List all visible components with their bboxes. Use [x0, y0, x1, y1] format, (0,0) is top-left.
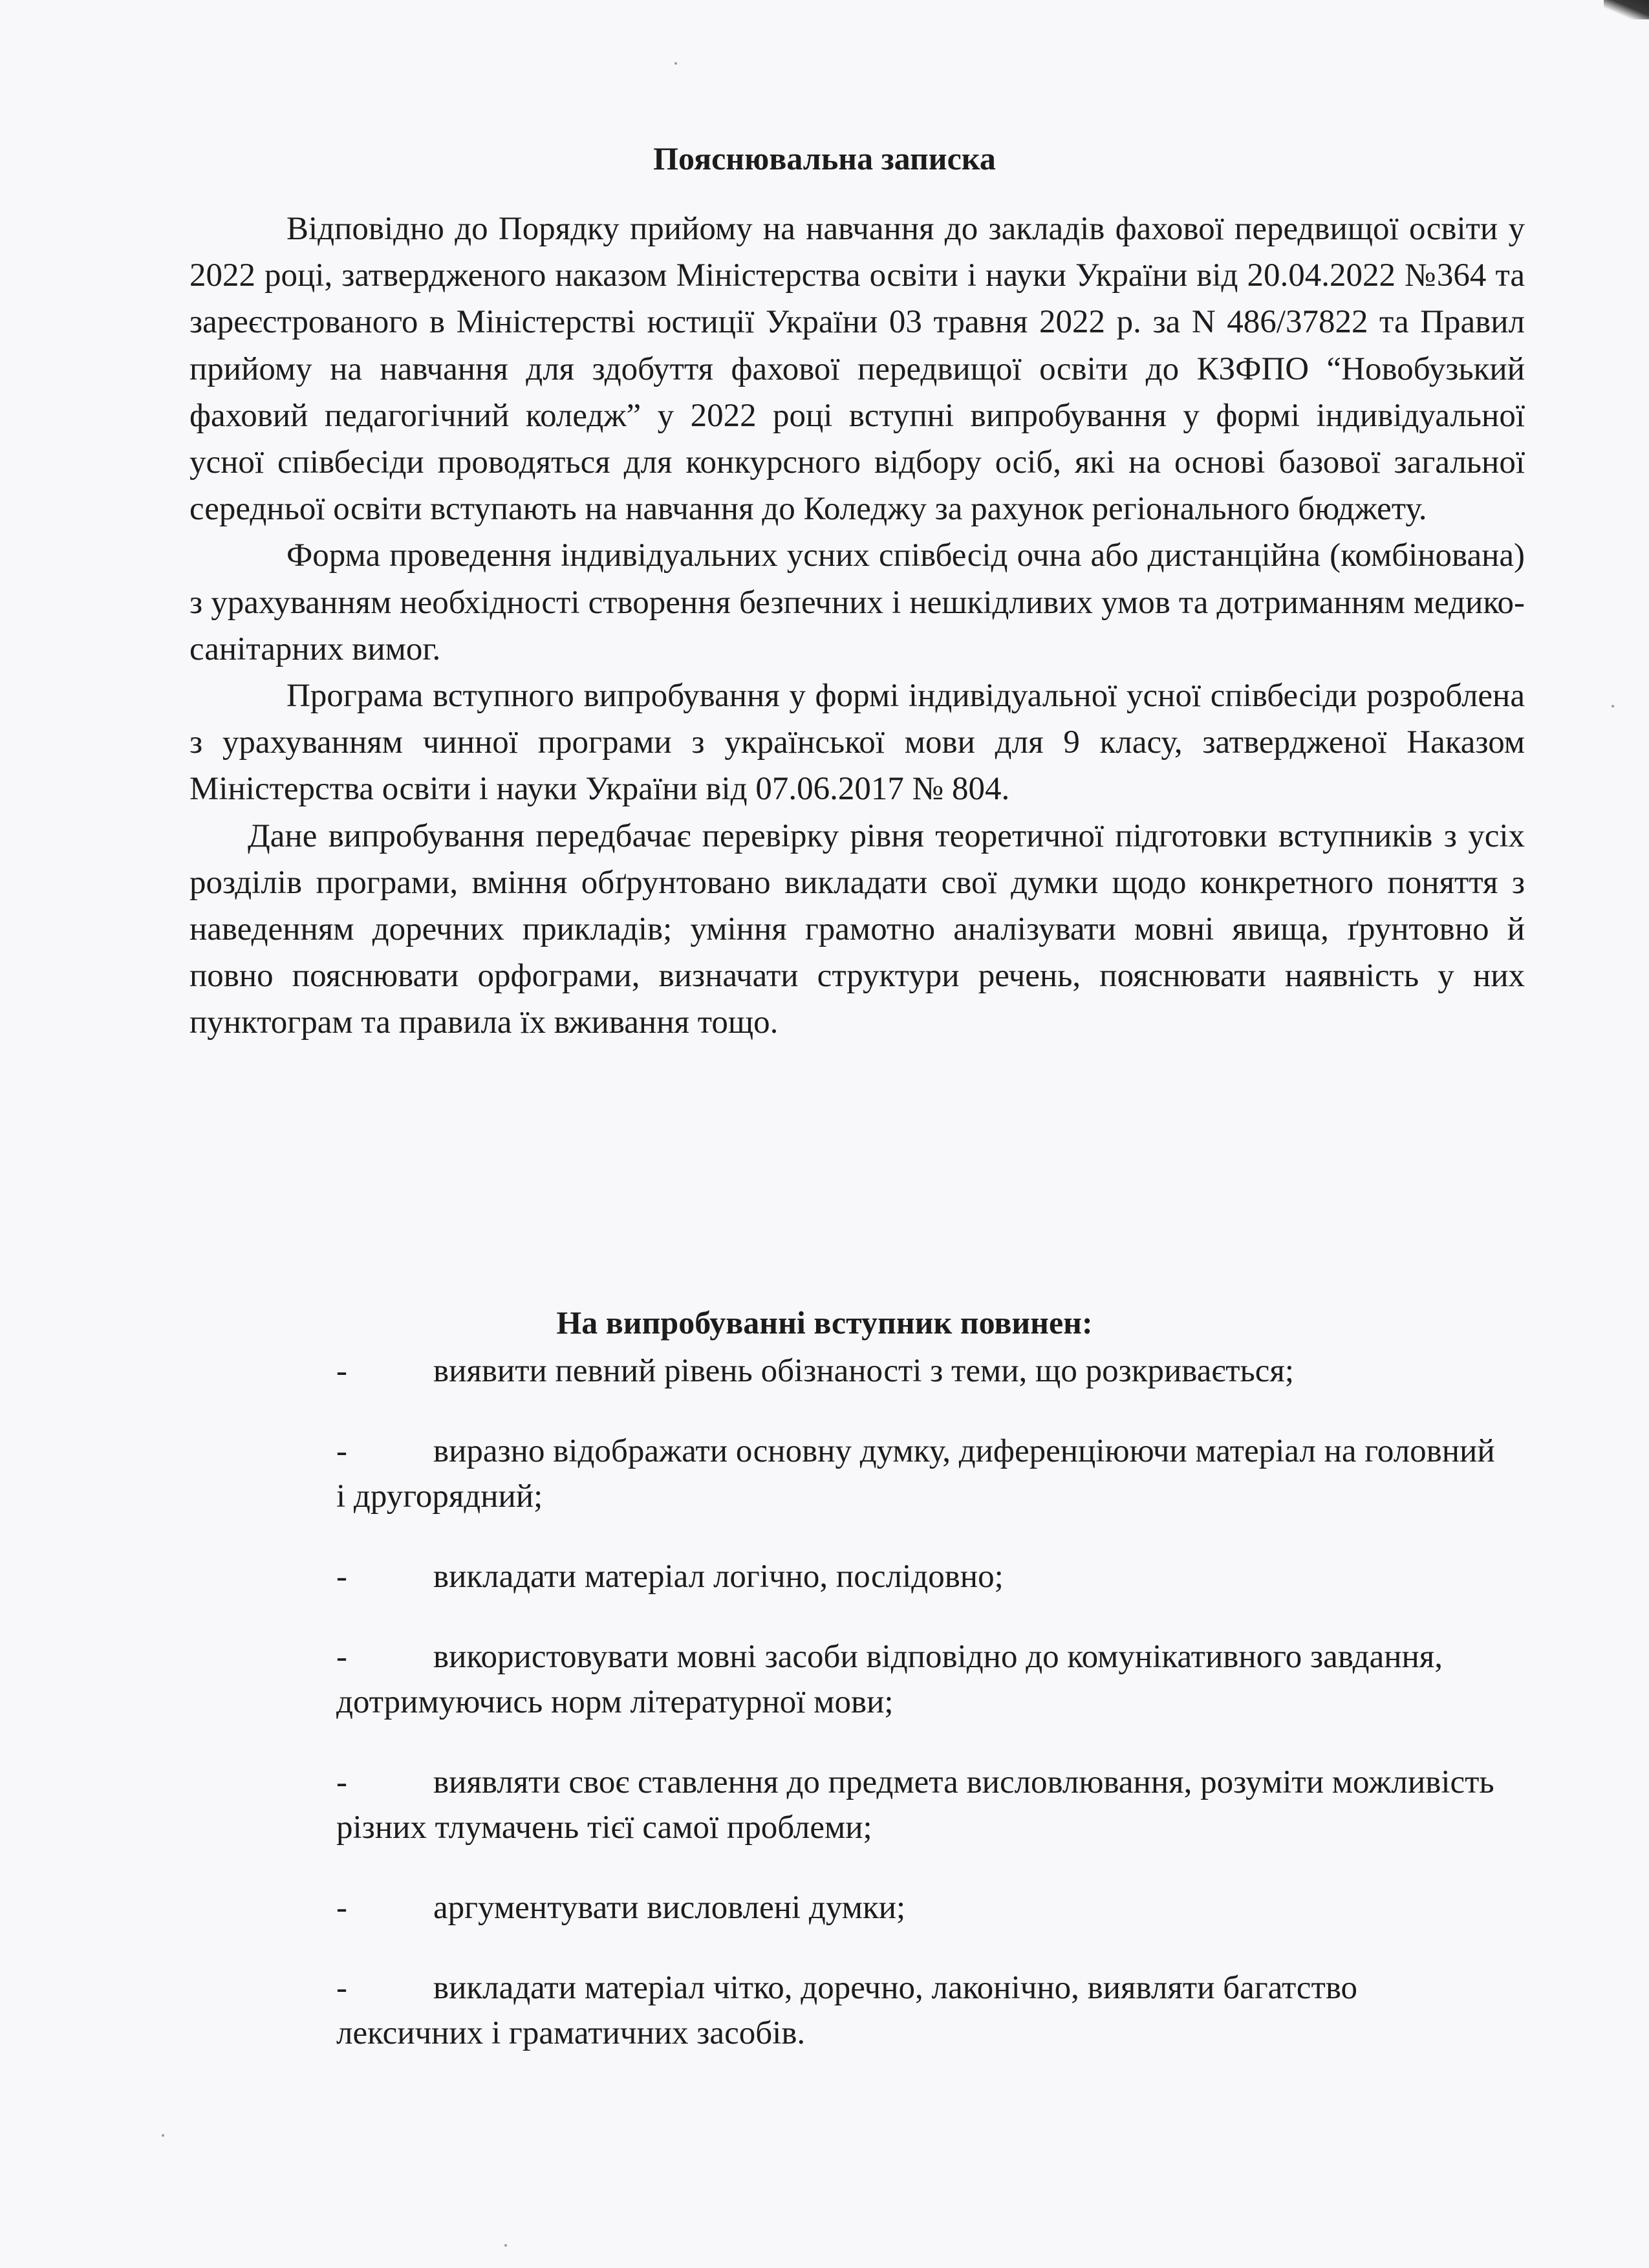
list-dash: - — [336, 1764, 347, 1800]
requirement-text: використовувати мовні засоби відповідно до комунікативного завдання, дотримуючись норм літературної мови; — [336, 1639, 1443, 1720]
list-dash: - — [336, 1433, 347, 1469]
scan-speck — [1611, 705, 1614, 707]
document-title: Пояснювальна записка — [653, 140, 996, 177]
explanatory-text — [189, 206, 1525, 1046]
scan-speck — [674, 62, 677, 65]
requirement-text: викладати матеріал чітко, доречно, лаконічно, виявляти багатство лексичних і граматичних засобів. — [336, 1970, 1358, 2051]
list-dash: - — [336, 1353, 347, 1389]
list-item — [336, 1634, 1507, 1725]
list-item — [336, 1965, 1507, 2056]
requirements-list — [336, 1348, 1507, 2091]
requirements-heading: На випробуванні вступник повинен: — [556, 1304, 1093, 1341]
scan-edge-mark — [1604, 0, 1649, 19]
requirement-text: аргументувати висловлені думки; — [433, 1890, 906, 1926]
list-item — [336, 1885, 1507, 1930]
paragraph-admission-rules: Відповідно до Порядку прийому на навчання до закладів фахової передвищої освіти у 2022 році, затвердженого наказом Міністерства освіти і науки України від 20.04.2022 №364 та зареєстрованого в Міністерстві юстиції України 03 травня 2022 р. за N 486/37822 та Правил прийому на навчання для здобуття фахової передвищої освіти до КЗФПО “Новобузький фаховий педагогічний коледж” у 2022 році вступні випробування у формі індивідуальної усної співбесіди проводяться для конкурсного відбору осіб, які на основі базової загальної середньої освіти вступають на навчання до Коледжу за рахунок регіонального бюджету. — [189, 211, 1525, 528]
paragraph-program-basis: Програма вступного випробування у формі індивідуальної усної співбесіди розроблена з урахуванням чинної програми з української мови для 9 класу, затвердженої Наказом Міністерства освіти і науки України від 07.06.2017 № 804. — [189, 678, 1525, 808]
requirement-text: викладати матеріал логічно, послідовно; — [433, 1559, 1004, 1595]
requirement-text: виявляти своє ставлення до предмета висловлювання, розуміти можливість різних тлумачень тієї самої проблеми; — [336, 1764, 1494, 1846]
list-item — [336, 1429, 1507, 1519]
paragraph-interview-form: Форма проведення індивідуальних усних співбесід очна або дистанційна (комбінована) з урахуванням необхідності створення безпечних і нешкідливих умов та дотриманням медико-санітарних вимог. — [189, 537, 1525, 667]
scan-speck — [162, 2134, 164, 2137]
requirement-text: виявити певний рівень обізнаності з теми, що розкривається; — [433, 1353, 1295, 1389]
requirement-text: виразно відображати основну думку, диференціюючи матеріал на головний і другорядний; — [336, 1433, 1495, 1515]
scan-speck — [504, 2244, 507, 2247]
list-item — [336, 1554, 1507, 1599]
list-dash: - — [336, 1559, 347, 1595]
list-dash: - — [336, 1970, 347, 2006]
list-item — [336, 1348, 1507, 1394]
list-dash: - — [336, 1639, 347, 1675]
list-dash: - — [336, 1890, 347, 1926]
paragraph-test-description: Дане випробування передбачає перевірку рівня теоретичної підготовки вступників з усіх розділів програми, вміння обґрунтовано викладати свої думки щодо конкретного поняття з наведенням доречних прикладів; уміння грамотно аналізувати мовні явища, ґрунтовно й повно пояснювати орфограми, визначати структури речень, пояснювати наявність у них пунктограм та правила їх вживання тощо. — [189, 817, 1525, 1041]
list-item — [336, 1760, 1507, 1850]
